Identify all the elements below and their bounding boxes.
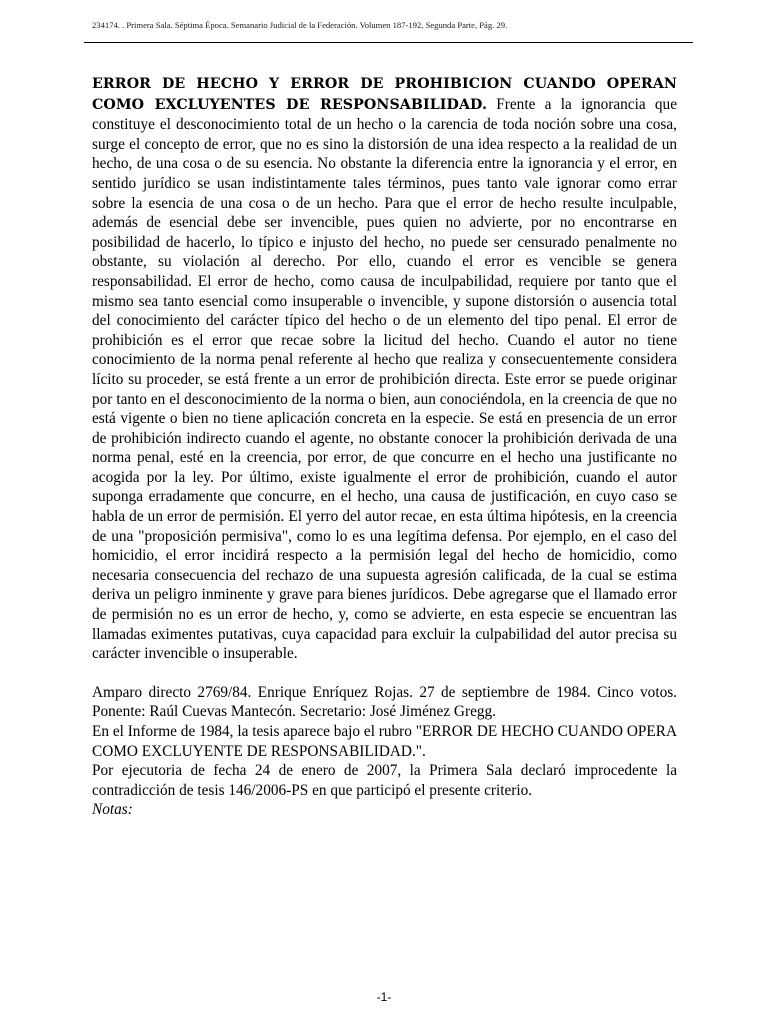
precedent-informe: En el Informe de 1984, la tesis aparece bajo el rubro "ERROR DE HECHO CUANDO OPERA COMO EXCLUYENTE DE RESPONSABILIDAD.". — [92, 723, 677, 760]
precedent-amparo: Amparo directo 2769/84. Enrique Enríquez Rojas. 27 de septiembre de 1984. Cinco votos. Ponente: Raúl Cuevas Mantecón. Secretario: José Jiménez Gregg. — [92, 683, 677, 721]
document-body — [92, 74, 677, 820]
tesis-text: Frente a la ignorancia que constituye el desconocimiento total de un hecho o la carencia de toda noción sobre una cosa, surge el concepto de error, que no es sino la distorsión de una idea respecto a la realidad de un hecho, de una cosa o de su esencia. No obstante la diferencia entre la ignorancia y el error, en sentido jurídico se usan indistintamente tales términos, pues tanto vale ignorar como errar sobre la esencia de una cosa o de un hecho. Para que el error de hecho resulte inculpable, además de esencial debe ser invencible, pues quien no advierte, por no encontrarse en posibilidad de hacerlo, lo típico e injusto del hecho, no puede ser censurado penalmente no obstante, su violación al derecho. Por ello, cuando el error es vencible se genera responsabilidad. El error de hecho, como causa de inculpabilidad, requiere por tanto que el mismo sea tanto esencial como insuperable o invencible, y supone distorsión o ausencia total del conocimiento del carácter típico del hecho o de un elemento del tipo penal. El error de prohibición es el error que recae sobre la licitud del hecho. Cuando el autor no tiene conocimiento de la norma penal referente al hecho que realiza y consecuentemente considera lícito su proceder, se está frente a un error de prohibición directa. Este error se puede originar por tanto en el desconocimiento de la norma o bien, aun conociéndola, en la creencia de que no está vigente o bien no tiene aplicación concreta en la especie. Se está en presencia de un error de prohibición indirecto cuando el agente, no obstante conocer la prohibición derivada de una norma penal, esté en la creencia, por error, de que concurre en el hecho una justificante no acogida por la ley. Por último, existe igualmente el error de prohibición, cuando el autor suponga erradamente que concurre, en el hecho, una causa de justificación, en cuyo caso se habla de un error de permisión. El yerro del autor recae, en esta última hipótesis, en la creencia de una "proposición permisiva", como lo es una legítima defensa. Por ejemplo, en el caso del homicidio, el error incidirá respecto a la permisión legal del hecho de homicidio, como necesaria consecuencia del rechazo de una supuesta agresión calificada, de la cual se estima deriva un peligro inminente y grave para bienes jurídicos. Debe agregarse que el llamado error de permisión no es un error de hecho, y, como se advierte, en esta especie se encuentran las llamadas eximentes putativas, cuya capacidad para excluir la culpabilidad del autor precisa su carácter invencible o insuperable. — [92, 95, 677, 663]
notes-label: Notas: — [92, 801, 133, 819]
tesis-title: ERROR DE HECHO Y ERROR DE PROHIBICION CUANDO OPERAN COMO EXCLUYENTES DE RESPONSABILIDAD. — [92, 76, 677, 113]
document-citation-header: 234174. . Primera Sala. Séptima Época. Semanario Judicial de la Federación. Volumen 187-192, Segunda Parte, Pág. 29. — [92, 20, 508, 30]
tesis-paragraph — [92, 74, 677, 664]
paragraph-spacer — [92, 664, 677, 683]
header-divider — [84, 42, 693, 43]
page-number: -1- — [376, 990, 392, 1004]
precedent-ejecutoria: Por ejecutoria de fecha 24 de enero de 2007, la Primera Sala declaró improcedente la contradicción de tesis 146/2006-PS en que participó el presente criterio. — [92, 762, 677, 799]
